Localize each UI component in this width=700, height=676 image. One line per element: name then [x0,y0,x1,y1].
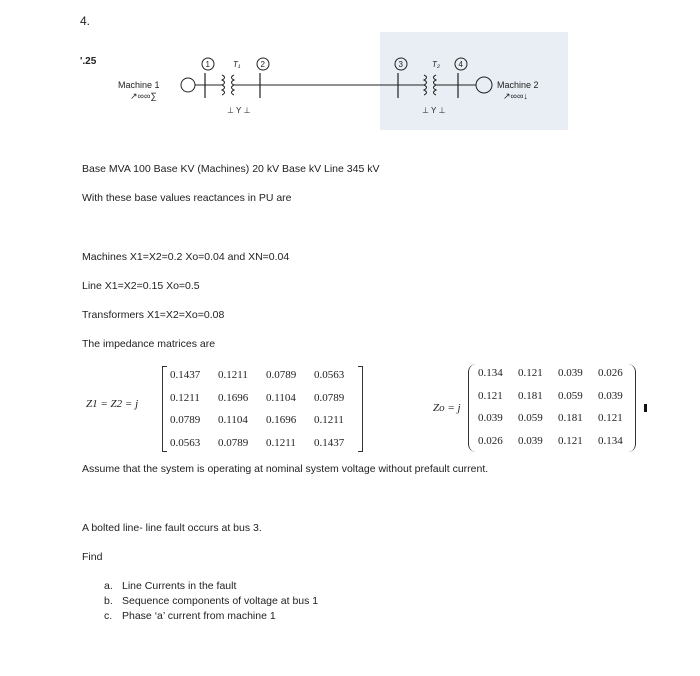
machine1-label: Machine 1 [118,80,160,90]
z0-matrix [478,362,638,452]
t1-label: T₁ [233,60,241,69]
question-number: 4. [80,14,91,28]
z0-cell: 0.026 [598,367,623,380]
find-label: Find [82,551,103,563]
z1-row [170,432,362,455]
z0-cell: 0.059 [558,389,583,402]
z1-cell: 0.0789 [170,414,201,427]
z0-right-paren [628,364,636,452]
list-item [104,595,318,610]
list-item-letter: c. [104,610,113,622]
base-values-line: Base MVA 100 Base KV (Machines) 20 kV Base kV Line 345 kV [82,163,380,175]
z0-cell: 0.134 [478,367,503,380]
z0-cell: 0.026 [478,434,503,447]
transformer-reactances: Transformers X1=X2=Xo=0.08 [82,309,225,321]
z1-cell: 0.1104 [218,414,248,427]
z0-left-paren [468,364,476,452]
z0-cell: 0.121 [518,367,543,380]
bus-3-number: 3 [398,60,403,69]
z1-row [170,364,362,387]
z1-matrix [170,364,362,454]
list-item-letter: b. [104,595,113,607]
z0-row [478,385,638,408]
find-list [104,580,318,625]
t1-winding-symbols: ⊥ Y ⊥ [227,106,251,115]
z1-cell: 0.1696 [266,414,297,427]
z0-cell: 0.039 [478,412,503,425]
list-item [104,610,318,625]
machine2-label: Machine 2 [497,80,539,90]
z1-cell: 0.1211 [314,414,344,427]
bus-2-number: 2 [260,60,265,69]
text-cursor-mark [644,404,647,412]
machines-reactances: Machines X1=X2=0.2 Xo=0.04 and XN=0.04 [82,251,290,263]
t2-label: T₂ [432,60,440,69]
z1-cell: 0.1437 [314,436,345,449]
z1-row [170,387,362,410]
bus-4-number: 4 [458,60,463,69]
z0-cell: 0.039 [518,434,543,447]
z1-cell: 0.1104 [266,391,296,404]
z0-row [478,407,638,430]
diagram-shading [380,32,568,130]
z1-cell: 0.1211 [266,436,296,449]
list-item-letter: a. [104,580,113,592]
z1-cell: 0.0563 [170,436,201,449]
z0-cell: 0.121 [558,434,583,447]
list-item-text: Phase ‘a’ current from machine 1 [122,610,276,622]
t2-winding-symbols: ⊥ Y ⊥ [422,106,446,115]
one-line-diagram [0,0,700,140]
reactance-intro: With these base values reactances in PU are [82,192,292,204]
list-item [104,580,318,595]
machine1-ground-symbol: ↗∞∞∑ [130,91,157,101]
z0-cell: 0.134 [598,434,623,447]
z1-cell: 0.1211 [170,391,200,404]
bus-1-number: 1 [205,60,210,69]
z0-cell: 0.121 [598,412,623,425]
assumption-text: Assume that the system is operating at nominal system voltage without prefault current. [82,463,489,475]
z1-row [170,409,362,432]
cropped-label: '.25 [80,56,97,67]
machine1-generator-icon [181,78,195,92]
matrices-intro: The impedance matrices are [82,338,216,350]
z0-row [478,362,638,385]
list-item-text: Sequence components of voltage at bus 1 [122,595,319,607]
z1-cell: 0.0563 [314,369,345,382]
z1-cell: 0.0789 [218,436,249,449]
list-item-text: Line Currents in the fault [122,580,237,592]
z1-cell: 0.1696 [218,391,249,404]
z0-cell: 0.059 [518,412,543,425]
z0-cell: 0.039 [558,367,583,380]
z1-right-bracket [358,366,363,452]
machine2-ground-symbol: ↗∞∞↓ [503,91,528,101]
z0-label: Zo = j [433,402,461,414]
z1-cell: 0.1211 [218,369,248,382]
z0-cell: 0.039 [598,389,623,402]
z1-cell: 0.1437 [170,369,201,382]
z0-cell: 0.181 [558,412,583,425]
line-reactances: Line X1=X2=0.15 Xo=0.5 [82,280,200,292]
z1-cell: 0.0789 [266,369,297,382]
fault-statement: A bolted line- line fault occurs at bus 3. [82,522,262,534]
z1-left-bracket [162,366,167,452]
z0-cell: 0.121 [478,389,503,402]
z1-cell: 0.0789 [314,391,345,404]
z0-row [478,430,638,453]
t1-primary-coil [222,75,225,95]
z1-label: Z1 = Z2 = j [86,398,139,410]
z0-cell: 0.181 [518,389,543,402]
t1-secondary-coil [232,75,235,95]
